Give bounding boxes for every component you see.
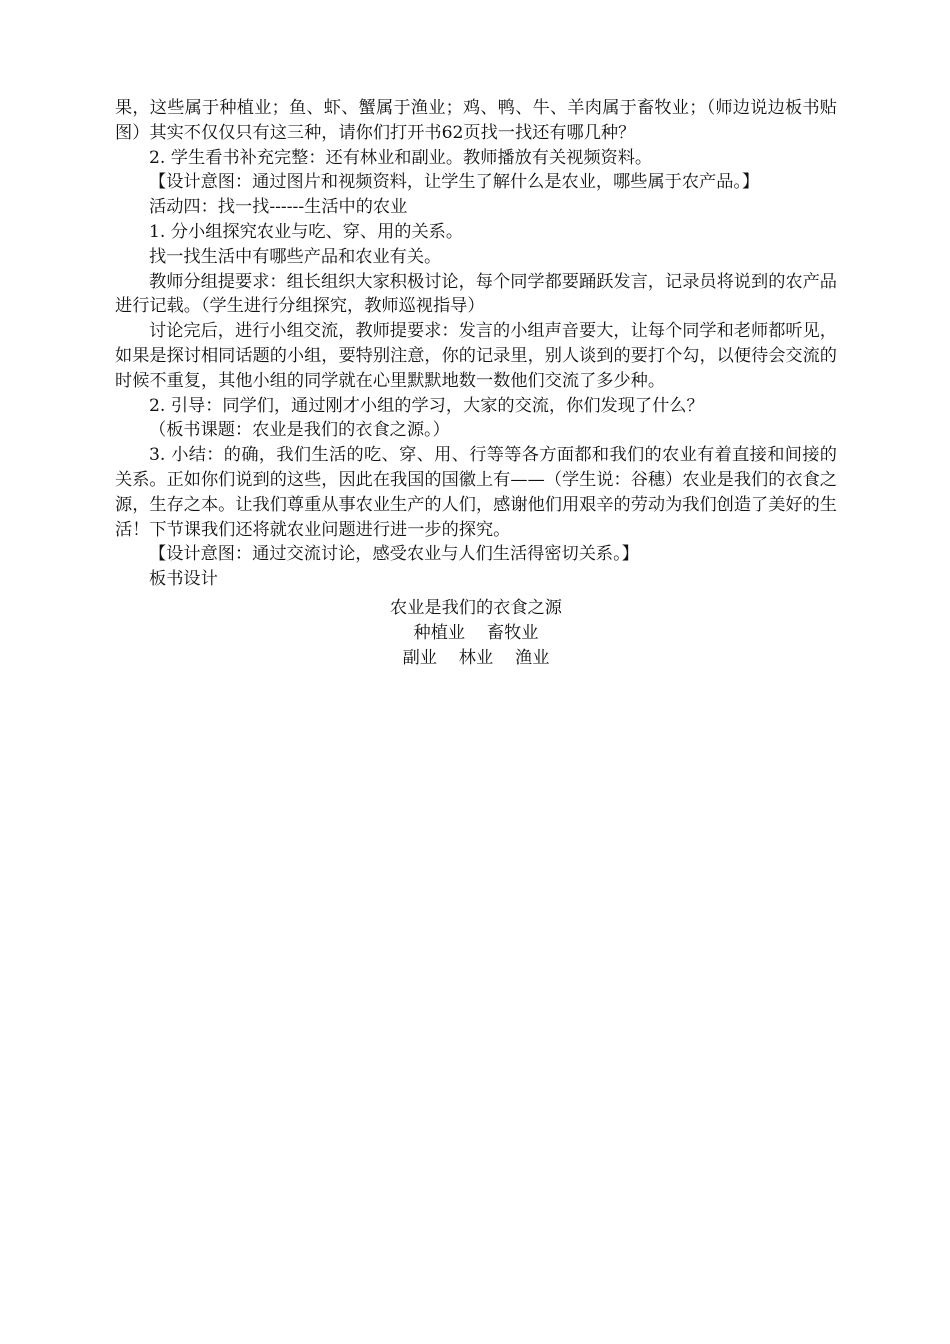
paragraph-teacher-requirements: 教师分组提要求：组长组织大家积极讨论，每个同学都要踊跃发言，记录员将说到的农产品进行记载。（学生进行分组探究，教师巡视指导） [115, 271, 837, 317]
document-page [115, 96, 837, 670]
paragraph-step-1-group-explore: 1. 分小组探究农业与吃、穿、用的关系。 [149, 221, 464, 242]
paragraph-design-intent-2: 【设计意图：通过交流讨论，感受农业与人们生活得密切关系。】 [149, 544, 639, 565]
board-row-2: 副业 林业 渔业 [402, 647, 550, 668]
paragraph-activity-4-heading: 活动四：找一找------生活中的农业 [149, 197, 408, 218]
board-row-1: 种植业 畜牧业 [413, 622, 539, 643]
paragraph-step-2-guidance: 2. 引导：同学们，通过刚才小组的学习，大家的交流，你们发现了什么？ [149, 395, 704, 416]
paragraph-group-exchange: 讨论完后，进行小组交流，教师提要求：发言的小组声音要大，让每个同学和老师都听见，如果是探讨相同话题的小组，要特别注意，你的记录里，别人谈到的要打个勾，以便待会交流的时候不重复，其他小组的同学就在心里默默地数一数他们交流了多少种。 [115, 321, 837, 391]
paragraph-step-3-summary: 3. 小结：的确，我们生活的吃、穿、用、行等等各方面都和我们的农业有着直接和间接的关系。正如你们说到的这些，因此在我国的国徽上有——（学生说：谷穗）农业是我们的衣食之源，生存之本。让我们尊重从事农业生产的人们，感谢他们用艰辛的劳动为我们创造了美好的生活！下节课我们还将就农业问题进行进一步的探究。 [115, 445, 837, 540]
board-title: 农业是我们的衣食之源 [390, 597, 562, 618]
board-design [115, 596, 837, 670]
paragraph-board-topic: （板书课题：农业是我们的衣食之源。） [149, 420, 450, 441]
paragraph-intro: 果，这些属于种植业；鱼、虾、蟹属于渔业；鸡、鸭、牛、羊肉属于畜牧业；（师边说边板书贴图）其实不仅仅只有这三种，请你们打开书62页找一找还有哪几种？ [115, 98, 837, 143]
paragraph-board-design-heading: 板书设计 [149, 569, 218, 590]
paragraph-find-products: 找一找生活中有哪些产品和农业有关。 [149, 246, 442, 267]
paragraph-design-intent-1: 【设计意图：通过图片和视频资料，让学生了解什么是农业，哪些属于农产品。】 [149, 172, 760, 193]
paragraph-step-2-reading: 2. 学生看书补充完整：还有林业和副业。教师播放有关视频资料。 [149, 147, 653, 168]
